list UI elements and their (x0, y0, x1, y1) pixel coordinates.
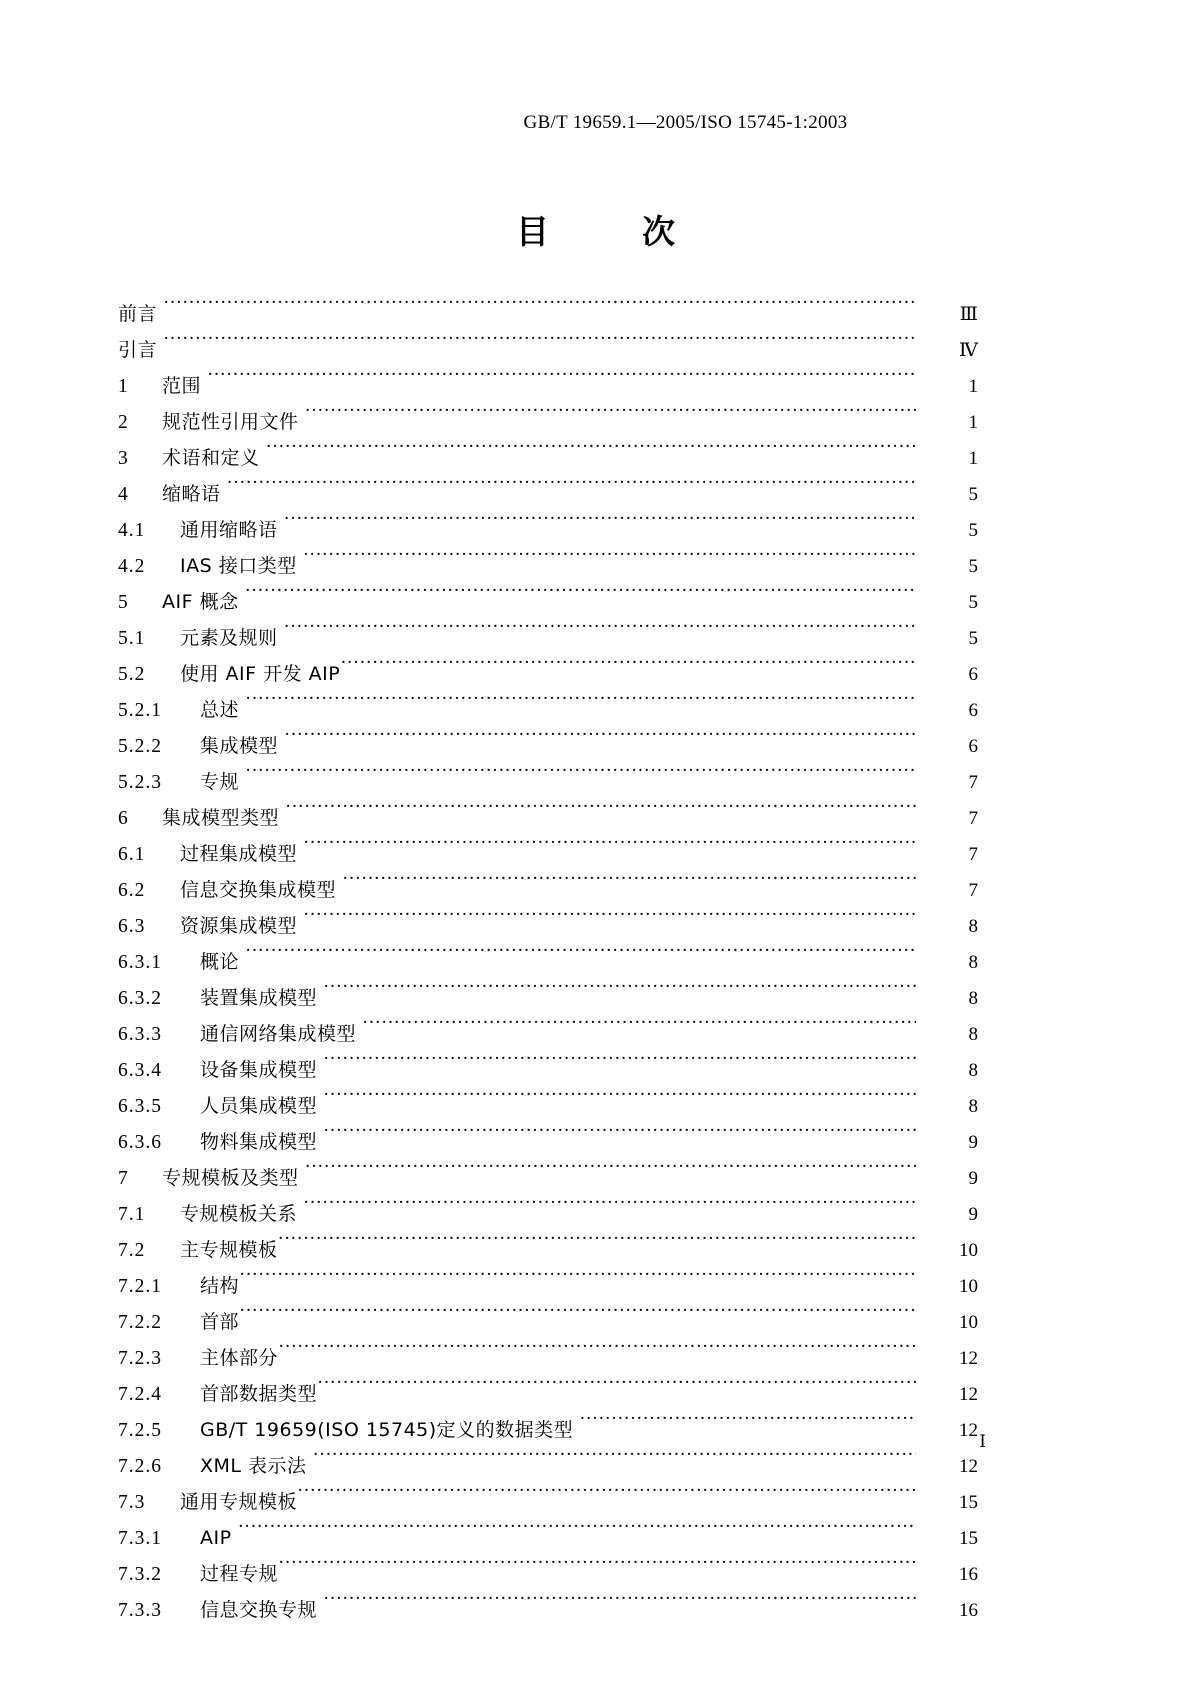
toc-entry-page-number: 5 (968, 520, 978, 541)
toc-entry-label: IAS 接口类型 (180, 555, 297, 577)
toc-entry-number: 5.2.2 (118, 736, 162, 757)
toc-entry-label: 规范性引用文件 (162, 411, 299, 433)
toc-entry-page-number: Ⅲ (959, 304, 978, 325)
toc-leader-dots (238, 1524, 916, 1544)
toc-entry-label: 引言 (118, 339, 158, 361)
toc-entry-page-number: 8 (968, 1096, 978, 1117)
toc-entry[interactable] (118, 584, 978, 620)
toc-entry-page-number: 6 (968, 700, 978, 721)
toc-entry-number: 7.2.1 (118, 1276, 162, 1297)
toc-entry-label: 前言 (118, 303, 158, 325)
toc-entry-page-number: 1 (968, 376, 978, 397)
toc-leader-dots (278, 1560, 916, 1580)
toc-leader-dots (278, 1344, 916, 1364)
toc-entry-page-number: 9 (968, 1168, 978, 1189)
toc-leader-dots (297, 1488, 916, 1508)
toc-entry-page-number: 15 (959, 1492, 978, 1513)
toc-entry[interactable] (118, 332, 978, 368)
toc-entry-number: 7.2 (118, 1240, 146, 1261)
toc-entry[interactable] (118, 1196, 978, 1232)
toc-entry-label: 信息交换集成模型 (180, 879, 337, 901)
toc-entry-page-number: 5 (968, 484, 978, 505)
toc-entry-page-number: 7 (968, 844, 978, 865)
toc-entry-page-number: 8 (968, 1024, 978, 1045)
toc-entry-number: 5 (118, 592, 129, 613)
toc-entry-number: 6.3.5 (118, 1096, 162, 1117)
toc-entry-page-number: 5 (968, 592, 978, 613)
toc-entry[interactable] (118, 764, 978, 800)
toc-entry-number: 5.2 (118, 664, 146, 685)
toc-entry-label: 首部数据类型 (200, 1383, 318, 1405)
toc-entry-number: 7.2.6 (118, 1456, 162, 1477)
toc-entry-number: 5.2.3 (118, 772, 162, 793)
toc-entry-number: 7.2.3 (118, 1348, 162, 1369)
toc-entry-number: 2 (118, 412, 129, 433)
toc-entry-label: 概论 (200, 951, 240, 973)
toc-entry-number: 6.3.6 (118, 1132, 162, 1153)
toc-entry-label: GB/T 19659(ISO 15745)定义的数据类型 (200, 1419, 574, 1441)
toc-entry-number: 7.1 (118, 1204, 146, 1225)
toc-entry[interactable] (118, 1556, 978, 1592)
toc-entry[interactable] (118, 476, 978, 512)
toc-entry-number: 5.1 (118, 628, 146, 649)
toc-entry-page-number: 6 (968, 664, 978, 685)
toc-entry-page-number: 5 (968, 628, 978, 649)
toc-entry[interactable] (118, 1520, 978, 1556)
toc-entry-label: 装置集成模型 (200, 987, 318, 1009)
toc-leader-dots (207, 372, 916, 392)
toc-entry-label: 总述 (200, 699, 240, 721)
toc-leader-dots (323, 1092, 916, 1112)
toc-leader-dots (163, 300, 916, 320)
toc-entry-number: 7.2.5 (118, 1420, 162, 1441)
toc-entry-label: 过程集成模型 (180, 843, 298, 865)
page-title: 目 次 (516, 212, 705, 251)
toc-entry[interactable] (118, 548, 978, 584)
toc-entry-page-number: 8 (968, 952, 978, 973)
toc-entry[interactable] (118, 440, 978, 476)
toc-entry[interactable] (118, 836, 978, 872)
toc-entry-page-number: 15 (959, 1528, 978, 1549)
toc-entry-page-number: 5 (968, 556, 978, 577)
toc-leader-dots (284, 516, 916, 536)
toc-entry-label: AIF 概念 (162, 591, 239, 613)
toc-entry-page-number: 10 (959, 1276, 978, 1297)
toc-entry-page-number: 9 (968, 1132, 978, 1153)
toc-entry-page-number: 16 (959, 1564, 978, 1585)
toc-entry[interactable] (118, 1016, 978, 1052)
toc-entry-number: 1 (118, 376, 129, 397)
toc-entry[interactable] (118, 1448, 978, 1484)
toc-entry-page-number: 1 (968, 412, 978, 433)
page-folio: Ⅰ (979, 1432, 986, 1451)
toc-entry-number: 7.3.3 (118, 1600, 162, 1621)
toc-entry-label: 物料集成模型 (200, 1131, 318, 1153)
toc-entry-label: XML 表示法 (200, 1455, 307, 1477)
toc-entry-label: 集成模型类型 (162, 807, 280, 829)
toc-entry-page-number: 7 (968, 808, 978, 829)
toc-entry-label: 资源集成模型 (180, 915, 298, 937)
toc-entry-page-number: 10 (959, 1240, 978, 1261)
toc-leader-dots (303, 1200, 916, 1220)
toc-entry[interactable] (118, 1340, 978, 1376)
toc-entry-page-number: 6 (968, 736, 978, 757)
toc-entry-label: 专规模板及类型 (162, 1167, 299, 1189)
toc-leader-dots (305, 1164, 916, 1184)
toc-leader-dots (323, 1128, 916, 1148)
toc-entry-page-number: 9 (968, 1204, 978, 1225)
toc-entry-label: 专规 (200, 771, 240, 793)
toc-entry-number: 7.2.4 (118, 1384, 162, 1405)
toc-entry-label: 首部 (200, 1311, 240, 1333)
toc-entry-label: 过程专规 (200, 1563, 279, 1585)
toc-leader-dots (303, 840, 916, 860)
toc-leader-dots (323, 1596, 916, 1616)
toc-entry-label: 结构 (200, 1275, 240, 1297)
toc-entry-page-number: 10 (959, 1312, 978, 1333)
toc-entry-number: 6.3.2 (118, 988, 162, 1009)
toc-leader-dots (317, 1380, 916, 1400)
toc-entry-number: 7.3 (118, 1492, 146, 1513)
toc-leader-dots (284, 624, 916, 644)
toc-leader-dots (245, 768, 916, 788)
document-running-header: GB/T 19659.1—2005/ISO 15745-1:2003 (523, 112, 848, 133)
toc-entry-label: 主体部分 (200, 1347, 279, 1369)
toc-leader-dots (245, 696, 916, 716)
toc-entry[interactable] (118, 620, 978, 656)
toc-entry[interactable] (118, 980, 978, 1016)
toc-entry-number: 7.3.2 (118, 1564, 162, 1585)
toc-entry[interactable] (118, 404, 978, 440)
toc-entry-label: 缩略语 (162, 483, 221, 505)
toc-entry-label: 通用缩略语 (180, 519, 278, 541)
toc-leader-dots (313, 1452, 916, 1472)
toc-entry[interactable] (118, 1304, 978, 1340)
toc-entry[interactable] (118, 512, 978, 548)
toc-entry-label: AIP (200, 1527, 232, 1549)
toc-leader-dots (285, 804, 916, 824)
toc-entry-page-number: 8 (968, 916, 978, 937)
toc-leader-dots (239, 1272, 916, 1292)
toc-entry[interactable] (118, 728, 978, 764)
toc-leader-dots (323, 984, 916, 1004)
toc-entry-page-number: 12 (959, 1420, 978, 1441)
toc-entry-number: 4.1 (118, 520, 146, 541)
toc-entry[interactable] (118, 296, 978, 332)
toc-entry-number: 3 (118, 448, 129, 469)
toc-entry-label: 通用专规模板 (180, 1491, 298, 1513)
toc-entry-label: 使用 AIF 开发 AIP (180, 663, 341, 685)
toc-entry-number: 7.3.1 (118, 1528, 162, 1549)
toc-entry[interactable] (118, 1088, 978, 1124)
toc-entry-label: 人员集成模型 (200, 1095, 318, 1117)
toc-entry-page-number: 1 (968, 448, 978, 469)
table-of-contents (118, 296, 978, 1628)
toc-entry-page-number: 16 (959, 1600, 978, 1621)
toc-leader-dots (245, 588, 916, 608)
toc-leader-dots (284, 732, 916, 752)
toc-entry-page-number: 12 (959, 1456, 978, 1477)
toc-entry-label: 通信网络集成模型 (200, 1023, 357, 1045)
toc-entry-page-number: 7 (968, 772, 978, 793)
toc-entry[interactable] (118, 1124, 978, 1160)
toc-entry[interactable] (118, 1484, 978, 1520)
toc-entry-number: 4 (118, 484, 129, 505)
toc-leader-dots (342, 876, 916, 896)
toc-entry-page-number: 8 (968, 988, 978, 1009)
toc-entry-label: 信息交换专规 (200, 1599, 318, 1621)
toc-entry[interactable] (118, 1376, 978, 1412)
toc-entry-label: 术语和定义 (162, 447, 260, 469)
toc-leader-dots (163, 336, 916, 356)
toc-entry-page-number: Ⅳ (959, 340, 978, 361)
toc-entry-label: 集成模型 (200, 735, 279, 757)
toc-entry[interactable] (118, 1160, 978, 1196)
toc-entry-number: 7 (118, 1168, 129, 1189)
toc-entry-number: 6.2 (118, 880, 146, 901)
toc-leader-dots (227, 480, 916, 500)
toc-entry-number: 5.2.1 (118, 700, 162, 721)
toc-leader-dots (303, 552, 916, 572)
toc-entry-label: 元素及规则 (180, 627, 278, 649)
toc-entry[interactable] (118, 1232, 978, 1268)
toc-entry[interactable] (118, 908, 978, 944)
toc-entry-page-number: 7 (968, 880, 978, 901)
toc-leader-dots (245, 948, 916, 968)
toc-entry-page-number: 12 (959, 1384, 978, 1405)
toc-entry[interactable] (118, 872, 978, 908)
toc-entry[interactable] (118, 944, 978, 980)
toc-entry-page-number: 8 (968, 1060, 978, 1081)
toc-entry-label: 专规模板关系 (180, 1203, 298, 1225)
toc-entry-number: 6.3.4 (118, 1060, 162, 1081)
toc-leader-dots (239, 1308, 916, 1328)
toc-entry-label: 主专规模板 (180, 1239, 278, 1261)
toc-entry-page-number: 12 (959, 1348, 978, 1369)
toc-entry-number: 4.2 (118, 556, 146, 577)
toc-entry[interactable] (118, 1268, 978, 1304)
toc-entry-number: 6.1 (118, 844, 146, 865)
toc-leader-dots (278, 1236, 916, 1256)
toc-entry[interactable] (118, 656, 978, 692)
toc-entry-label: 范围 (162, 375, 202, 397)
toc-entry[interactable] (118, 368, 978, 404)
toc-entry[interactable] (118, 1052, 978, 1088)
toc-leader-dots (266, 444, 916, 464)
toc-leader-dots (323, 1056, 916, 1076)
toc-leader-dots (362, 1020, 916, 1040)
toc-entry-number: 6.3 (118, 916, 146, 937)
toc-entry-number: 6 (118, 808, 129, 829)
toc-entry[interactable] (118, 800, 978, 836)
toc-entry-number: 6.3.1 (118, 952, 162, 973)
toc-leader-dots (303, 912, 916, 932)
toc-entry-number: 6.3.3 (118, 1024, 162, 1045)
toc-leader-dots (305, 408, 916, 428)
toc-entry-label: 设备集成模型 (200, 1059, 318, 1081)
toc-leader-dots (340, 660, 916, 680)
toc-entry-number: 7.2.2 (118, 1312, 162, 1333)
toc-entry[interactable] (118, 1592, 978, 1628)
toc-entry[interactable] (118, 692, 978, 728)
